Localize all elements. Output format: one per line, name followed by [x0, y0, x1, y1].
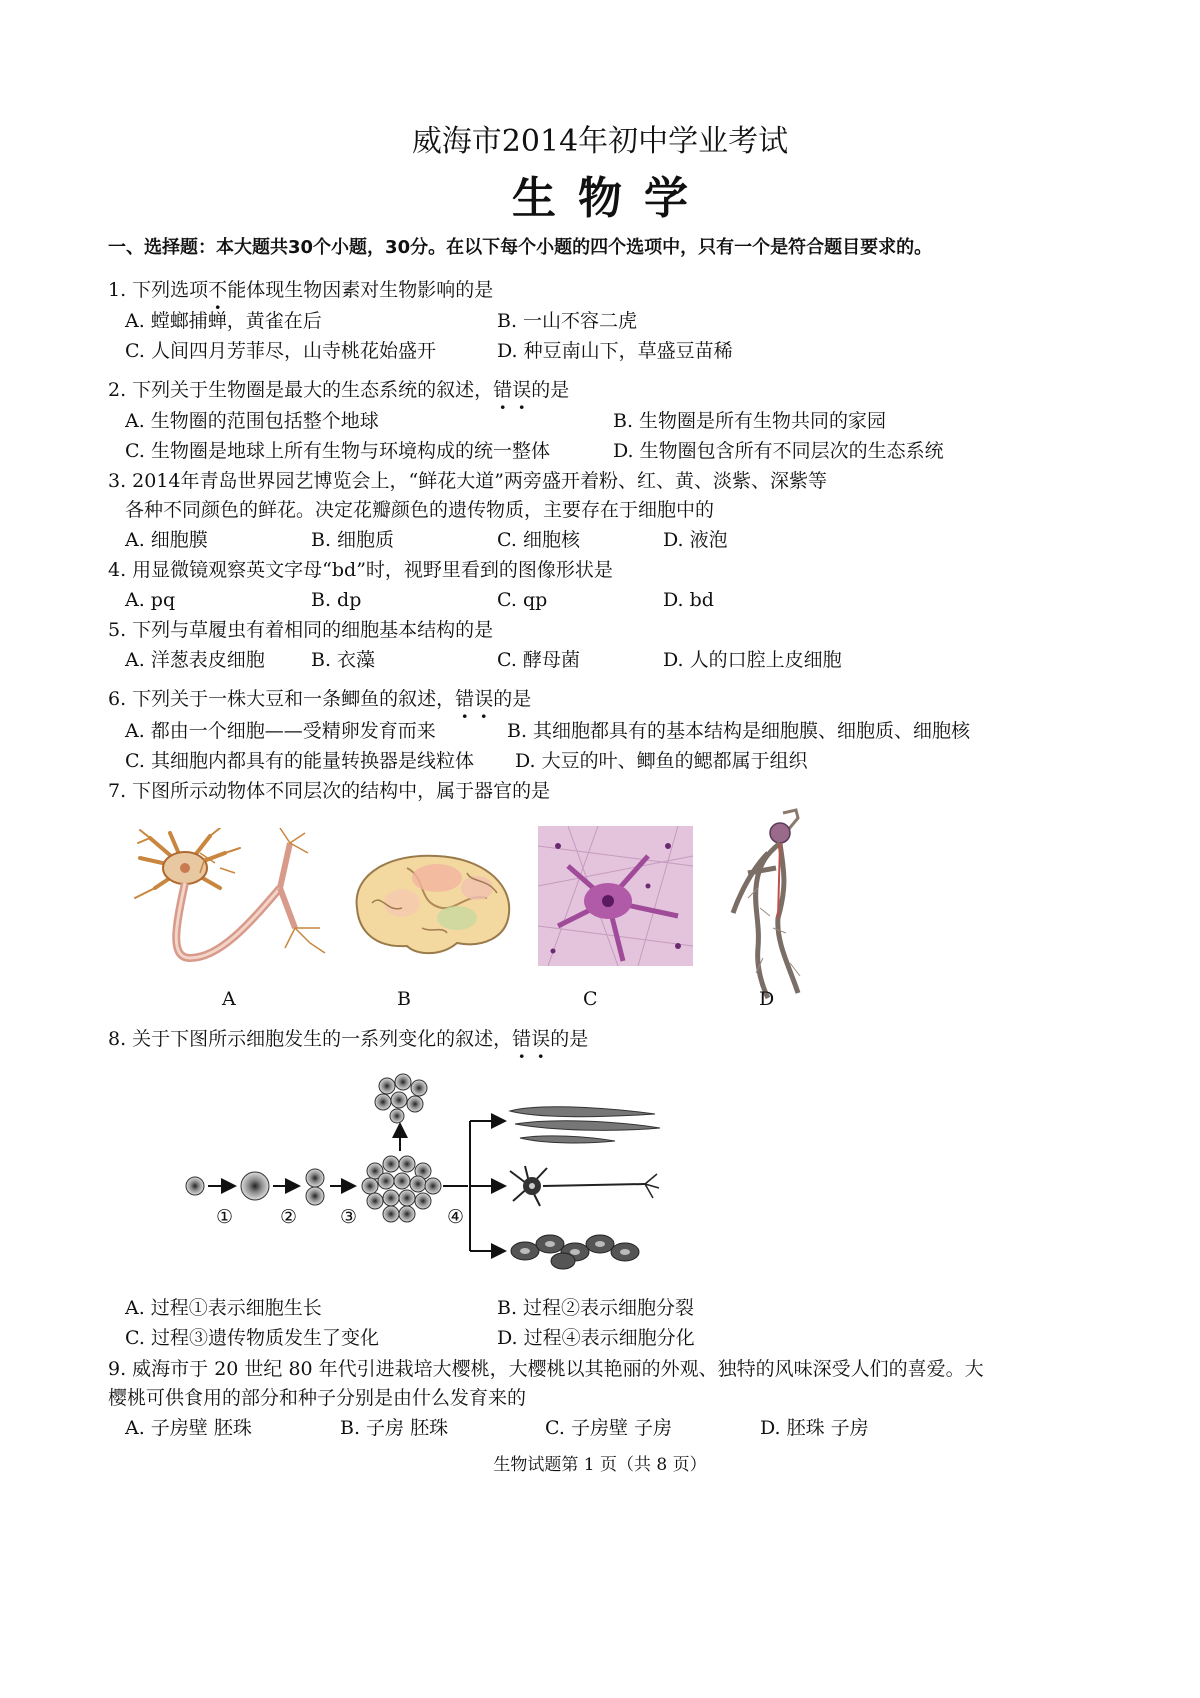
- question-8-stem: 8. 关于下图所示细胞发生的一系列变化的叙述，错误的是: [108, 1028, 589, 1050]
- question-3-stem-line2: 各种不同颜色的鲜花。决定花瓣颜色的遗传物质，主要存在于细胞中的: [125, 499, 715, 521]
- section-title: 一、选择题：本大题共30个小题，30分。在以下每个小题的四个选项中，只有一个是符合题目要求的。: [108, 237, 933, 258]
- step-label-2: ②: [280, 1206, 298, 1228]
- cell-cluster-icon: [362, 1156, 441, 1222]
- step-label-3: ③: [340, 1206, 358, 1228]
- q9-option-d: D. 胚珠 子房: [760, 1417, 869, 1439]
- q6-option-b: B. 其细胞都具有的基本结构是细胞膜、细胞质、细胞核: [507, 720, 971, 742]
- figure-label-d: D: [759, 988, 775, 1010]
- q6-option-d: D. 大豆的叶、鲫鱼的鳃都属于组织: [515, 750, 808, 772]
- question-6-stem: 6. 下列关于一株大豆和一条鲫鱼的叙述，错误的是: [108, 688, 532, 710]
- q2-option-d: D. 生物圈包含所有不同层次的生态系统: [613, 440, 944, 462]
- q8-option-c: C. 过程③遗传物质发生了变化: [125, 1327, 379, 1349]
- figure-label-c: C: [583, 988, 598, 1010]
- q3-option-a: A. 细胞膜: [125, 529, 208, 551]
- question-9-stem-line1: 9. 威海市于 20 世纪 80 年代引进栽培大樱桃，大樱桃以其艳丽的外观、独特的风味深受人们的喜爱。大: [108, 1358, 984, 1380]
- brain-illustration-icon: [347, 848, 517, 958]
- question-3-stem-line1: 3. 2014年青岛世界园艺博览会上，“鲜花大道”两旁盛开着粉、红、黄、淡紫、深紫等: [108, 470, 827, 492]
- exam-title: 威海市2014年初中学业考试: [411, 124, 789, 159]
- q9-option-a: A. 子房壁 胚珠: [125, 1417, 252, 1439]
- question-2-stem: 2. 下列关于生物圈是最大的生态系统的叙述，错误的是: [108, 379, 570, 401]
- q3-option-d: D. 液泡: [663, 529, 728, 551]
- q5-option-c: C. 酵母菌: [497, 649, 580, 671]
- q3-option-c: C. 细胞核: [497, 529, 580, 551]
- q1-option-c: C. 人间四月芳菲尽，山寺桃花始盛开: [125, 340, 436, 362]
- q9-option-c: C. 子房壁 子房: [545, 1417, 672, 1439]
- question-5-stem: 5. 下列与草履虫有着相同的细胞基本结构的是: [108, 619, 494, 641]
- q2-option-c: C. 生物圈是地球上所有生物与环境构成的统一整体: [125, 440, 550, 462]
- q1-option-b: B. 一山不容二虎: [497, 310, 638, 332]
- q4-option-a: A. pq: [125, 589, 176, 611]
- step-label-1: ①: [216, 1206, 234, 1228]
- question-4-stem: 4. 用显微镜观察英文字母“bd”时，视野里看到的图像形状是: [108, 559, 613, 581]
- q4-option-c: C. qp: [497, 589, 548, 611]
- question-9-stem-line2: 樱桃可供食用的部分和种子分别是由什么发育来的: [108, 1387, 527, 1409]
- q6-option-a: A. 都由一个细胞——受精卵发育而来: [125, 720, 436, 742]
- page-footer: 生物试题第 1 页（共 8 页）: [493, 1455, 707, 1475]
- question-7-stem: 7. 下图所示动物体不同层次的结构中，属于器官的是: [108, 780, 551, 802]
- q2-option-b: B. 生物圈是所有生物共同的家园: [613, 410, 887, 432]
- q6-option-c: C. 其细胞内都具有的能量转换器是线粒体: [125, 750, 474, 772]
- q1-option-a: A. 螳螂捕蝉，黄雀在后: [125, 310, 322, 332]
- question-1-stem: 1. 下列选项不能体现生物因素对生物影响的是: [108, 279, 494, 301]
- q2-option-a: A. 生物圈的范围包括整个地球: [125, 410, 379, 432]
- subject-title: 生物学: [512, 173, 710, 224]
- nerve-tissue-micrograph-icon: [538, 826, 693, 966]
- q4-option-b: B. dp: [311, 589, 362, 611]
- q5-option-d: D. 人的口腔上皮细胞: [663, 649, 842, 671]
- q9-option-b: B. 子房 胚珠: [340, 1417, 449, 1439]
- q8-option-b: B. 过程②表示细胞分裂: [497, 1297, 695, 1319]
- q5-option-b: B. 衣藻: [311, 649, 376, 671]
- q8-option-d: D. 过程④表示细胞分化: [497, 1327, 695, 1349]
- q5-option-a: A. 洋葱表皮细胞: [125, 649, 265, 671]
- q4-option-d: D. bd: [663, 589, 714, 611]
- q1-option-d: D. 种豆南山下，草盛豆苗稀: [497, 340, 733, 362]
- cell-development-diagram: [175, 1066, 675, 1276]
- step-label-4: ④: [447, 1206, 465, 1228]
- figure-label-b: B: [397, 988, 411, 1010]
- neuron-illustration-icon: [130, 828, 330, 978]
- q3-option-b: B. 细胞质: [311, 529, 395, 551]
- figure-label-a: A: [222, 988, 236, 1010]
- nervous-system-figure-icon: [728, 808, 818, 1003]
- q8-option-a: A. 过程①表示细胞生长: [125, 1297, 322, 1319]
